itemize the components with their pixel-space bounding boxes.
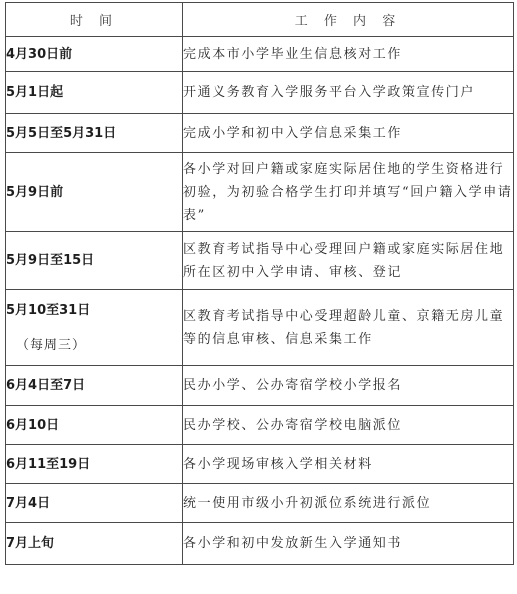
table-row [6, 406, 514, 445]
enrollment-schedule-table [5, 2, 514, 565]
time-cell [6, 290, 183, 366]
header-work: 工 作 内 容 [183, 3, 514, 37]
time-cell: 6月11至19日 [6, 445, 183, 484]
work-cell: 完成本市小学毕业生信息核对工作 [183, 37, 514, 72]
header-time: 时 间 [6, 3, 183, 37]
table-row [6, 114, 514, 153]
work-cell: 统一使用市级小升初派位系统进行派位 [183, 484, 514, 523]
time-cell: 6月4日至7日 [6, 366, 183, 406]
time-note: （每周三） [16, 337, 87, 353]
work-cell: 各小学现场审核入学相关材料 [183, 445, 514, 484]
work-cell: 区教育考试指导中心受理回户籍或家庭实际居住地所在区初中入学申请、审核、登记 [183, 232, 514, 290]
table-row [6, 523, 514, 565]
table-row [6, 445, 514, 484]
time-cell: 6月10日 [6, 406, 183, 445]
work-cell: 各小学对回户籍或家庭实际居住地的学生资格进行初验，为初验合格学生打印并填写“回户籍入学申请表” [183, 153, 514, 232]
work-cell: 民办学校、公办寄宿学校电脑派位 [183, 406, 514, 445]
time-cell: 5月9日至15日 [6, 232, 183, 290]
work-cell: 区教育考试指导中心受理超龄儿童、京籍无房儿童等的信息审核、信息采集工作 [183, 290, 514, 366]
table-row [6, 72, 514, 114]
time-cell: 5月1日起 [6, 72, 183, 114]
table-header-row [6, 3, 514, 37]
time-cell: 5月9日前 [6, 153, 183, 232]
table-row [6, 232, 514, 290]
time-cell: 5月5日至5月31日 [6, 114, 183, 153]
table-row [6, 37, 514, 72]
table-row [6, 290, 514, 366]
work-cell: 开通义务教育入学服务平台入学政策宣传门户 [183, 72, 514, 114]
work-cell: 民办小学、公办寄宿学校小学报名 [183, 366, 514, 406]
time-cell: 4月30日前 [6, 37, 183, 72]
work-cell: 完成小学和初中入学信息采集工作 [183, 114, 514, 153]
table-row [6, 153, 514, 232]
time-cell: 7月上旬 [6, 523, 183, 565]
table-row [6, 366, 514, 406]
table-row [6, 484, 514, 523]
time-text: 5月10至31日 [6, 302, 91, 318]
time-cell: 7月4日 [6, 484, 183, 523]
work-cell: 各小学和初中发放新生入学通知书 [183, 523, 514, 565]
